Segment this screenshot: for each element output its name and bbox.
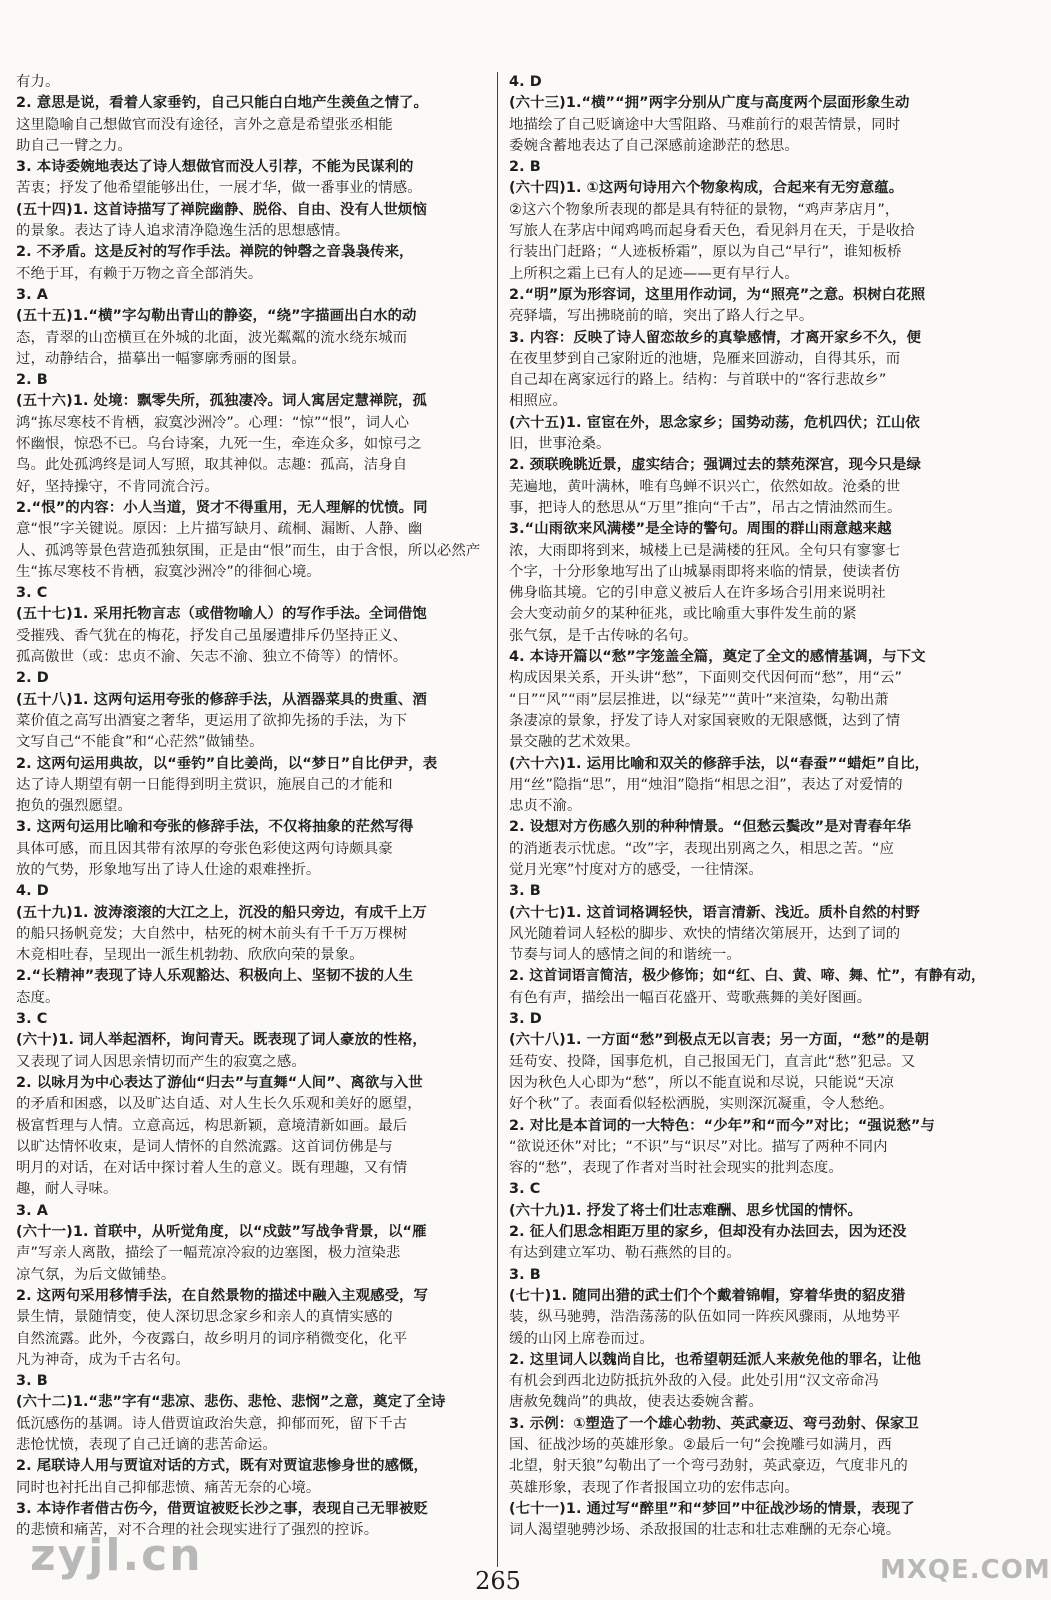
right-column-line: 3. B [509,1266,541,1283]
left-column-line: 2.“长精神”表现了诗人乐观豁达、积极向上、坚韧不拔的人生 [16,968,414,985]
right-column-line: 自己却在离家远行的路上。结构：与首联中的“客行悲故乡” [509,372,887,389]
left-column-line: 人、孤鸿等景色营造孤独氛围，正是由“恨”而生，由于含恨，所以必然产 [16,542,481,559]
right-column-line: 亮驿墙，写出拂晓前的暗，突出了路人行之早。 [509,308,814,325]
right-column-line: 行装出门赶路；“人迹板桥霜”，原以为自己“早行”，谁知板桥 [509,244,902,261]
left-column-line: 菜价值之高写出酒宴之奢华，更运用了欲抑先扬的手法，为下 [16,712,408,729]
right-column-line: 觉月光寒”忖度对方的感受，一往情深。 [509,861,763,878]
left-column-line: 助自己一臂之力。 [16,137,132,154]
right-column-line: 委婉含蓄地表达了自己深感前途渺茫的愁思。 [509,137,799,154]
right-column-line: 景交融的艺术效果。 [509,734,640,751]
right-column-line: 4. 本诗开篇以“愁”字笼盖全篇，奠定了全文的感情基调，与下文 [509,649,926,666]
right-column-line: 容的“愁”，表现了作者对当时社会现实的批判态度。 [509,1160,843,1177]
left-column-line: 的船只扬帆竞发；大自然中，枯死的树木前头有千千万万棵树 [16,925,408,942]
watermark-left: zyjl.cn [30,1530,203,1581]
left-column-line: 具体可感，而且因其带有浓厚的夸张色彩使这两句诗颇具豪 [16,840,393,857]
right-column-line: 2. 这首词语言简洁，极少修饰；如“红、白、黄、啼、舞、忙”，有静有动， [509,968,986,985]
left-column-line: (六十)1. 词人举起酒杯，询问青天。既表现了词人豪放的性格， [16,1032,427,1049]
left-column-line: 凡为神奇，成为千古名句。 [16,1351,190,1368]
right-column-line: 4. D [509,74,542,90]
right-column-line: 2. 颈联晚眺近景，虚实结合；强调过去的禁苑深宫，现今只是绿 [509,457,922,474]
left-column-line: 明月的对话，在对话中探讨着人生的意义。既有理趣，又有情 [16,1160,408,1177]
left-column-line: 态，青翠的山峦横亘在外城的北面，波光粼粼的流水绕东城而 [16,329,408,346]
left-column-line: 受摧残、香气犹在的梅花，抒发自己虽屡遭排斥仍坚持正义、 [16,627,408,644]
right-column-line: “日”“风”“雨”层层推进，以“绿芜”“黄叶”来渲染，勾勒出萧 [509,691,889,708]
left-column-line: 有力。 [16,74,60,90]
right-column-line: 旧，世事沧桑。 [509,436,611,453]
column-divider [497,72,498,1567]
right-column-line: 国、征战沙场的英雄形象。②最后一句“会挽雕弓如满月，西 [509,1437,892,1453]
left-column-line: (五十六)1. 处境：飘零失所，孤独凄冷。词人寓居定慧禅院，孤 [16,393,427,410]
left-column-line: 2. D [16,670,49,687]
right-column-line: 3. 内容：反映了诗人留恋故乡的真挚感情，才离开家乡不久，便 [509,329,922,346]
right-column-line: 佛身临其境。它的引申意义被后人在许多场合引用来说明社 [509,585,886,602]
left-column-line: 苦衷；抒发了他希望能够出仕，一展才华，做一番事业的情感。 [16,180,422,197]
right-column-line: (六十四)1. ①这两句诗用六个物象构成，合起来有无穷意蕴。 [509,180,904,197]
right-column-line: 用“丝”隐指“思”，用“烛泪”隐指“相思之泪”，表达了对爱情的 [509,776,903,793]
left-column-line: (五十八)1. 这两句运用夸张的修辞手法，从酒器菜具的贵重、酒 [16,691,427,708]
right-column-line: 装，纵马驰骋，浩浩荡荡的队伍如同一阵疾风骤雨，从地势平 [509,1309,901,1326]
left-column-line: 态度。 [16,989,60,1006]
right-column-line: (七十)1. 随同出猎的武士们个个戴着锦帽，穿着华贵的貂皮猎 [509,1287,906,1304]
right-column-line: (六十八)1. 一方面“愁”到极点无以言表；另一方面，“愁”的是朝 [509,1032,930,1049]
right-column-line: 词人渴望驰骋沙场、杀敌报国的壮志和壮志难酬的无奈心境。 [509,1522,901,1539]
right-column-line: 芜遍地，黄叶满林，唯有鸟蝉不识兴亡，依然如故。沧桑的世 [509,478,901,495]
left-column-line: 2. 这两句采用移情手法，在自然景物的描述中融入主观感受，写 [16,1287,429,1304]
right-column-line: (六十七)1. 这首词格调轻快，语言清新、浅近。质朴自然的村野 [509,904,920,921]
right-column-line: (七十一)1. 通过写“醉里”和“梦回”中征战沙场的情景，表现了 [509,1500,915,1517]
left-column-line: 2. 不矛盾。这是反衬的写作手法。禅院的钟磬之音袅袅传来， [16,244,414,261]
left-column-line: 3. C [16,1011,48,1028]
left-column-line: 低沉感伤的基调。诗人借贾谊政治失意，抑郁而死，留下千古 [16,1415,408,1432]
left-column-line: 2. 这两句运用典故，以“垂钓”自比姜尚，以“梦日”自比伊尹，表 [16,755,438,772]
right-column-line: “欲说还休”对比；“不识”与“识尽”对比。描写了两种不同内 [509,1138,888,1155]
right-column-line: 因为秋色人心即为“愁”，所以不能直说和尽说，只能说“天凉 [509,1074,894,1091]
left-column-line: 趣，耐人寻味。 [16,1181,118,1198]
right-column-line: 构成因果关系，开头讲“愁”，下面则交代因何而“愁”，用“云” [509,670,903,687]
page-number: 265 [475,1567,521,1595]
left-column-line: 同时也衬托出自己抑郁悲愤、痛苦无奈的心境。 [16,1479,321,1496]
right-column-line: 3.“山雨欲来风满楼”是全诗的警句。周围的群山雨意越来越 [509,521,892,538]
left-column-line: 的景象。表达了诗人追求清净隐逸生活的思想感情。 [16,223,350,240]
right-column-line: 3. C [509,1181,541,1198]
left-column-line: 抱负的强烈愿望。 [16,798,132,815]
right-column-line: 2. 征人们思念相距万里的家乡，但却没有办法回去，因为还没 [509,1224,907,1241]
left-column-line: 2. 尾联诗人用与贾谊对话的方式，既有对贾谊悲惨身世的感慨， [16,1458,429,1475]
left-column-line: (六十二)1.“悲”字有“悲凉、悲伤、悲怆、悲悯”之意，奠定了全诗 [16,1394,446,1411]
left-column-line: 3. B [16,1373,48,1390]
left-column-line: 自然流露。此外，今夜露白，故乡明月的词序稍微变化，化平 [16,1330,408,1347]
right-column-line: 条凄凉的景象，抒发了诗人对家国衰败的无限感慨，达到了情 [509,712,901,729]
left-column-line: 生“拣尽寒枝不肯栖，寂寞沙洲冷”的徘徊心境。 [16,563,321,580]
right-column-line: 有机会到西北边防抵抗外敌的入侵。此处引用“汉文帝命冯 [509,1373,879,1390]
right-column-line: 的消逝表示忧虑。“改”字，表现出别离之久，相思之苦。“应 [509,840,894,857]
right-column-line: 3. B [509,883,541,900]
right-column-line: 张气氛，是千古传咏的名句。 [509,627,698,644]
left-column-line: 文写自己“不能食”和“心茫然”做铺垫。 [16,734,264,751]
right-column-line: 个字，十分形象地写出了山城暴雨即将来临的情景，使读者仿 [509,563,901,580]
right-column-line: 忠贞不渝。 [509,798,582,815]
right-column-line: 唐赦免魏尚”的典故，使表达委婉含蓄。 [509,1394,763,1411]
right-column-line: 在夜里梦到自己家附近的池塘，凫雁来回游动，自得其乐，而 [509,350,901,367]
right-column-line: 写旅人在茅店中闻鸡鸣而起身看天色，看见斜月在天，于是收拾 [509,223,915,240]
right-column-line: (六十六)1. 运用比喻和双关的修辞手法，以“春蚕”“蜡炬”自比， [509,755,930,772]
right-column-line: ②这六个物象所表现的都是具有特征的景物，“鸡声茅店月”， [509,201,900,218]
left-column-line: 3. 这两句运用比喻和夸张的修辞手法，不仅将抽象的茫然写得 [16,819,414,836]
right-column-line: 2. B [509,159,541,176]
left-column-line: (六十一)1. 首联中，从听觉角度，以“戍鼓”写战争背景，以“雁 [16,1224,427,1241]
left-column-line: 2. 意思是说，看着人家垂钓，自己只能白白地产生羡鱼之情了。 [16,95,429,112]
watermark-right: MXQE.COM [880,1555,1051,1585]
left-column-line: (五十九)1. 波涛滚滚的大江之上，沉没的船只旁边，有成千上万 [16,904,427,921]
right-column-line: 2. 这里词人以魏尚自比，也希望朝廷派人来赦免他的罪名，让他 [509,1351,922,1368]
left-column-line: 景生情，景随情变，使人深切思念家乡和亲人的真情实感的 [16,1309,393,1326]
left-column-line: 以旷达情怀收束，是词人情怀的自然流露。这首词仿佛是与 [16,1138,393,1155]
right-column [509,72,985,1541]
left-column-line: 鸟。此处孤鸿终是词人写照，取其神似。志趣：孤高，洁身自 [16,457,408,474]
right-column-line: (六十九)1. 抒发了将士们壮志难酬、思乡忧国的情怀。 [509,1202,862,1219]
left-column-line: 过，动静结合，描摹出一幅寥廓秀丽的图景。 [16,350,306,367]
right-column-line: 3. 示例：①塑造了一个雄心勃勃、英武豪迈、弯弓劲射、保家卫 [509,1415,919,1432]
right-column-line: (六十三)1.“横”“拥”两字分别从广度与高度两个层面形象生动 [509,95,910,112]
left-column-line: (五十七)1. 采用托物言志（或借物喻人）的写作手法。全词借饱 [16,606,427,623]
left-column-line: 2. 以咏月为中心表达了游仙“归去”与直舞“人间”、离欲与入世 [16,1074,423,1091]
right-column-line: 3. D [509,1011,542,1028]
left-column-line: 孤高傲世（或：忠贞不渝、矢志不渝、独立不倚等）的情怀。 [16,649,408,666]
left-column-line: 3. 本诗作者借古伤今，借贾谊被贬长沙之事，表现自己无罪被贬 [16,1500,429,1517]
left-column-line: 鸿“拣尽寒枝不肯栖，寂寞沙洲冷”。心理：“惊”“恨”，词人心 [16,414,410,431]
left-column-line: 3. 本诗委婉地表达了诗人想做官而没人引荐，不能为民谋利的 [16,159,414,176]
left-column-line: 2. B [16,372,48,389]
right-column-line: 地描绘了自己贬谪途中大雪阻路、马难前行的艰苦情景，同时 [509,116,901,133]
right-column-line: 廷苟安、投降，国事危机，自己报国无门，直言此“愁”犯忌。又 [509,1053,916,1070]
left-column-line: 的矛盾和困惑，以及旷达自适、对人生长久乐观和美好的愿望， [16,1096,422,1113]
left-column-line: 怀幽恨，惊恐不已。乌台诗案，九死一生，牵连众多，如惊弓之 [16,436,422,453]
left-column-line: 好，坚持操守，不肯同流合污。 [16,478,219,495]
right-column-line: 节奏与词人的感情之间的和谐统一。 [509,947,741,964]
left-column-line: 木竞相吐春，呈现出一派生机勃勃、欣欣向荣的景象。 [16,947,364,964]
right-column-line: 北望，射天狼”勾勒出了一个弯弓劲射，英武豪迈，气度非凡的 [509,1458,908,1475]
left-column-line: 3. A [16,1202,49,1219]
left-column-line: 3. C [16,585,48,602]
right-column-line: 上所积之霜上已有人的足迹——更有早行人。 [509,265,799,282]
left-column-line: 放的气势，形象地写出了诗人仕途的艰难挫折。 [16,861,321,878]
left-column-line: 极富哲理与人情。立意高远，构思新颖，意境清新如画。最后 [16,1117,408,1134]
right-column-line: 有达到建立军功、勒石燕然的目的。 [509,1245,741,1262]
right-column-line: 2. 对比是本首词的一大特色：“少年”和“而今”对比；“强说愁”与 [509,1117,935,1134]
right-column-line: 有色有声，描绘出一幅百花盛开、莺歌燕舞的美好图画。 [509,989,872,1006]
left-column-line: 悲怆忧愤，表现了自己迁谪的悲苦命运。 [16,1437,277,1453]
right-column-line: 会大变动前夕的某种征兆，或比喻重大事件发生前的紧 [509,606,857,623]
left-column-line: 凉气氛，为后文做铺垫。 [16,1266,176,1283]
right-column-line: 缓的山冈上席卷而过。 [509,1330,654,1347]
right-column-line: 相照应。 [509,393,567,410]
left-column-line: 又表现了词人因思亲情切而产生的寂寞之感。 [16,1053,306,1070]
right-column-line: 2.“明”原为形容词，这里用作动词，为“照亮”之意。枳树白花照 [509,286,926,303]
left-column-line: 意“恨”字关键说。原因：上片描写缺月、疏桐、漏断、人静、幽 [16,521,423,538]
left-column-line: 4. D [16,883,49,900]
left-column [16,72,489,1541]
right-column-line: (六十五)1. 宦宦在外，思念家乡；国势动荡，危机四伏；江山依 [509,414,920,431]
left-column-line: 2.“恨”的内容：小人当道，贤才不得重用，无人理解的忧愤。同 [16,499,428,516]
right-column-line: 英雄形象，表现了作者报国立功的宏伟志向。 [509,1479,799,1496]
left-column-line: 的悲愤和痛苦，对不合理的社会现实进行了强烈的控诉。 [16,1522,379,1539]
left-column-line: (五十五)1.“横”字勾勒出青山的静姿，“绕”字描画出白水的动 [16,308,417,325]
right-column-line: 浓，大雨即将到来，城楼上已是满楼的狂风。全句只有寥寥七 [509,542,901,559]
left-column-line: 这里隐喻自己想做官而没有途径，言外之意是希望张丞相能 [16,116,393,133]
right-column-line: 风光随着词人轻松的脚步、欢快的情绪次第展开，达到了词的 [509,925,901,942]
left-column-line: 不绝于耳，有赖于万物之音全部消失。 [16,265,263,282]
left-column-line: 声”写亲人离散，描绘了一幅荒凉冷寂的边塞图，极力渲染悲 [16,1245,401,1262]
right-column-line: 好个秋”了。表面看似轻松洒脱，实则深沉凝重，令人愁绝。 [509,1096,894,1113]
right-column-line: 事，把诗人的愁思从“万里”推向“千古”，吊古之情油然而生。 [509,499,902,516]
left-column-line: (五十四)1. 这首诗描写了禅院幽静、脱俗、自由、没有人世烦恼 [16,201,427,218]
left-column-line: 达了诗人期望有朝一日能得到明主赏识，施展自己的才能和 [16,776,393,793]
right-column-line: 2. 设想对方伤感久别的种种情景。“但愁云鬓改”是对青春年华 [509,819,912,836]
left-column-line: 3. A [16,286,49,303]
